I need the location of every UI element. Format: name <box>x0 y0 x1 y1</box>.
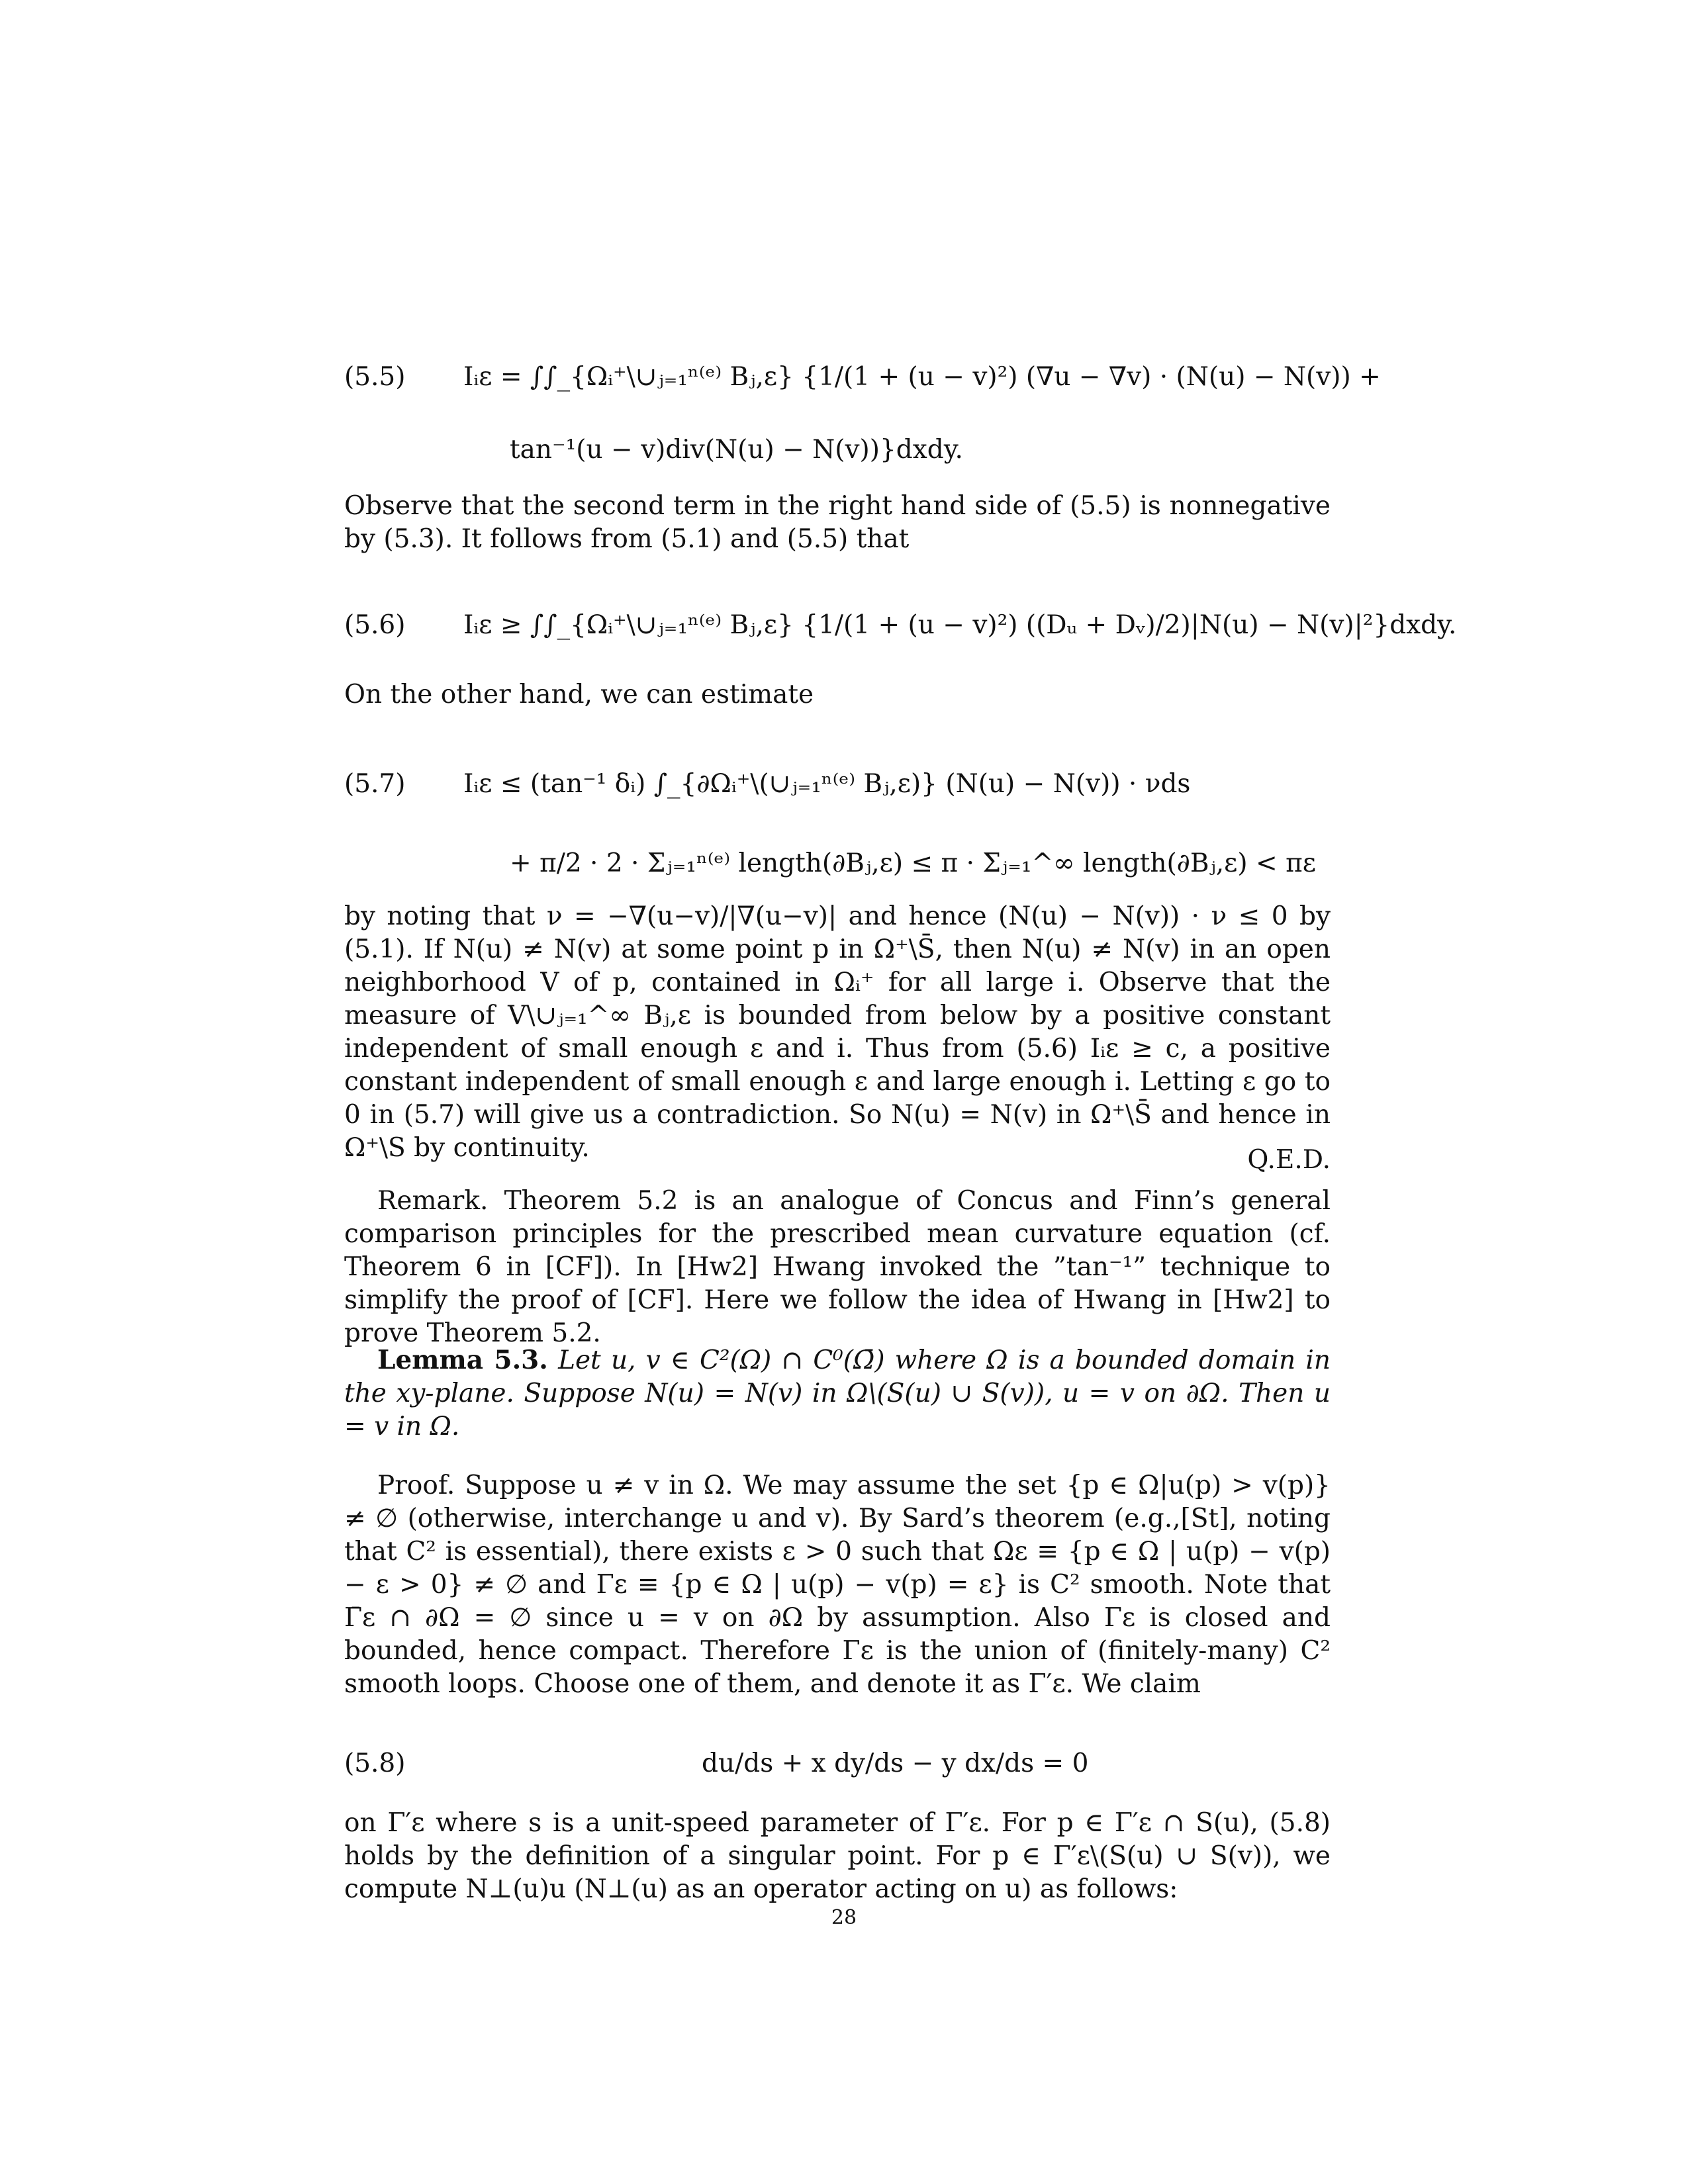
equation-number: (5.7) <box>344 769 406 799</box>
equation-line: Iᵢε ≤ (tan⁻¹ δᵢ) ∫_{∂Ωᵢ⁺\(∪ⱼ₌₁ⁿ⁽ᵉ⁾ Bⱼ,ε)} (N(u) − N(v)) · νds <box>463 769 1191 799</box>
remark: Remark. Theorem 5.2 is an analogue of Concus and Finn’s general comparison principles for the prescribed mean curvature equation (cf. Theorem 6 in [CF]). In [Hw2] Hwang invoked the ”tan⁻¹” technique to simplify the proof of [CF]. Here we follow the idea of Hwang in [Hw2] to prove Theorem 5.2. <box>344 1186 1331 1348</box>
equation-5-7 <box>344 768 1331 887</box>
equation-line: tan⁻¹(u − v)div(N(u) − N(v))}dxdy. <box>510 435 963 465</box>
page-number: 28 <box>831 1906 857 1929</box>
equation-5-8 <box>344 1747 1331 1794</box>
paragraph: Observe that the second term in the right hand side of (5.5) is nonnegative by (5.3). It follows from (5.1) and (5.5) that <box>344 491 1331 554</box>
lemma-label: Lemma 5.3. <box>377 1345 548 1375</box>
equation-number: (5.5) <box>344 362 406 392</box>
equation-line: Iᵢε = ∫∫_{Ωᵢ⁺\∪ⱼ₌₁ⁿ⁽ᵉ⁾ Bⱼ,ε} {1/(1 + (u − v)²) (∇u − ∇v) · (N(u) − N(v)) + <box>463 362 1381 392</box>
equation-line: Iᵢε ≥ ∫∫_{Ωᵢ⁺\∪ⱼ₌₁ⁿ⁽ᵉ⁾ Bⱼ,ε} {1/(1 + (u − v)²) ((Dᵤ + Dᵥ)/2)|N(u) − N(v)|²}dxdy. <box>463 610 1457 640</box>
paragraph: On the other hand, we can estimate <box>344 680 814 709</box>
equation-5-5 <box>344 361 1381 465</box>
qed-mark: Q.E.D. <box>1247 1145 1331 1175</box>
lemma-body: Let u, v ∈ C²(Ω) ∩ C⁰(Ω̄) where Ω is a bounded domain in the xy-plane. Suppose N(u) = N(v) in Ω\(S(u) ∪ S(v)), u = v on ∂Ω. Then u = v in Ω. <box>344 1345 1331 1441</box>
paragraph: by noting that ν = −∇(u−v)/|∇(u−v)| and hence (N(u) − N(v)) · ν ≤ 0 by (5.1). If N(u) ≠ N(v) at some point p in Ω⁺\S̄, then N(u) ≠ N(v) in an open neighborhood V of p, contained in Ωᵢ⁺ for all large i. Observe that the measure of V\∪ⱼ₌₁^∞ Bⱼ,ε is bounded from below by a positive constant independent of small enough ε and i. Thus from (5.6) Iᵢε ≥ c, a positive constant independent of small enough ε and large enough i. Letting ε go to 0 in (5.7) will give us a contradiction. So N(u) = N(v) in Ω⁺\S̄ and hence in Ω⁺\S by continuity. <box>344 901 1331 1163</box>
proof: Proof. Suppose u ≠ v in Ω. We may assume the set {p ∈ Ω|u(p) > v(p)} ≠ ∅ (otherwise, interchange u and v). By Sard’s theorem (e.g.,[St], noting that C² is essential), there exists ε > 0 such that Ωε ≡ {p ∈ Ω | u(p) − v(p) − ε > 0} ≠ ∅ and Γε ≡ {p ∈ Ω | u(p) − v(p) = ε} is C² smooth. Note that Γ̄ε ∩ ∂Ω = ∅ since u = v on ∂Ω by assumption. Also Γε is closed and bounded, hence compact. Therefore Γε is the union of (finitely-many) C² smooth loops. Choose one of them, and denote it as Γ′ε. We claim <box>344 1471 1331 1699</box>
equation-number: (5.8) <box>344 1749 406 1778</box>
equation-line: du/ds + x dy/ds − y dx/ds = 0 <box>702 1749 1089 1778</box>
equation-number: (5.6) <box>344 610 406 640</box>
equation-line: + π/2 · 2 · Σⱼ₌₁ⁿ⁽ᵉ⁾ length(∂Bⱼ,ε) ≤ π · Σⱼ₌₁^∞ length(∂Bⱼ,ε) < πε <box>510 848 1316 878</box>
paragraph: on Γ′ε where s is a unit-speed parameter of Γ′ε. For p ∈ Γ′ε ∩ S(u), (5.8) holds by the definition of a singular point. For p ∈ Γ′ε\(S(u) ∪ S(v)), we compute N⊥(u)u (N⊥(u) as an operator acting on u) as follows: <box>344 1808 1331 1904</box>
equation-5-6 <box>344 609 1457 649</box>
lemma <box>344 1343 1331 1443</box>
